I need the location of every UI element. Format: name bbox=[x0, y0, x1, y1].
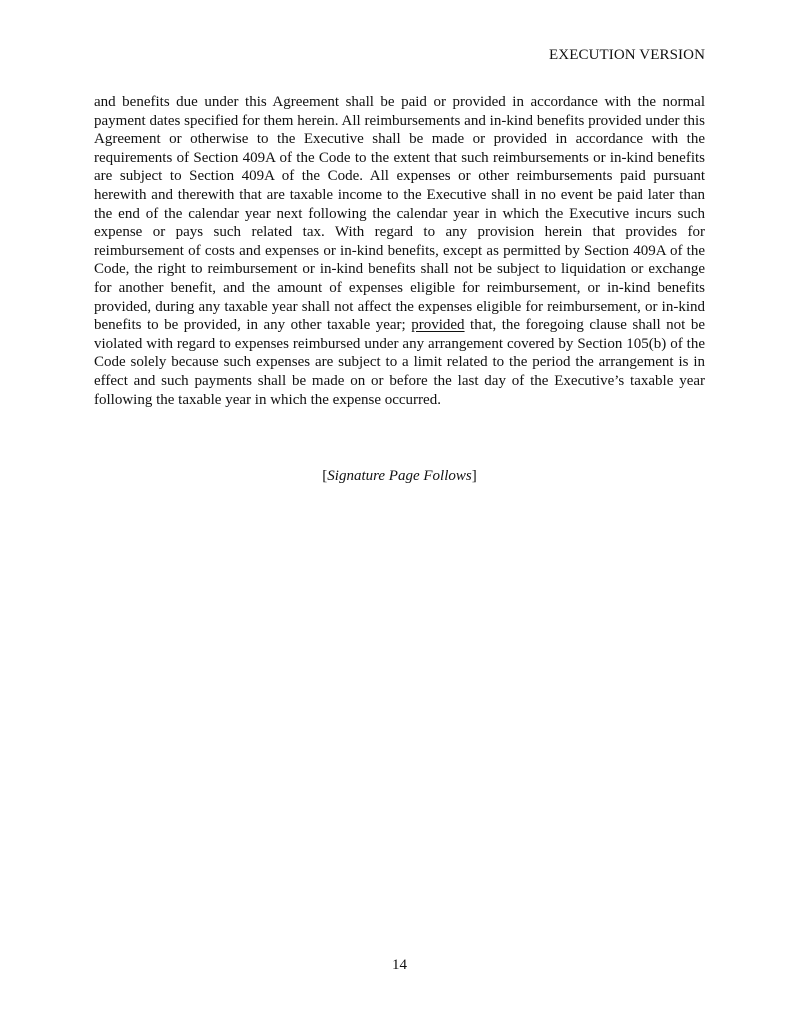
signature-page-follows-text: Signature Page Follows bbox=[327, 468, 472, 484]
body-paragraph bbox=[94, 93, 705, 409]
paragraph-text-part-1: and benefits due under this Agreement shall be paid or provided in accordance with the normal payment dates specified for them herein. All reimbursements and in-kind benefits provided under this Agreement or otherwise to the Executive shall be made or provided in accordance with the requirements of Section 409A of the Code to the extent that such reimbursements or in-kind benefits are subject to Section 409A of the Code. All expenses or other reimbursements paid pursuant herewith and therewith that are taxable income to the Executive shall in no event be paid later than the end of the calendar year next following the calendar year in which the Executive incurs such expense or pays such related tax. With regard to any provision herein that provides for reimbursement of costs and expenses or in-kind benefits, except as permitted by Section 409A of the Code, the right to reimbursement or in-kind benefits shall not be subject to liquidation or exchange for another benefit, and the amount of expenses eligible for reimbursement, or in-kind benefits provided, during any taxable year shall not affect the expenses eligible for reimbursement, or in-kind benefits to be provided, in any other taxable year; bbox=[94, 94, 705, 334]
page-number: 14 bbox=[392, 957, 407, 973]
close-bracket: ] bbox=[471, 468, 477, 484]
execution-version-header: EXECUTION VERSION bbox=[549, 47, 705, 63]
open-bracket: [ bbox=[322, 468, 328, 484]
paragraph-text-part-2: that, the foregoing clause shall not be violated with regard to expenses reimbursed under any arrangement covered by Section 105(b) of the Code solely because such expenses are subject to a limit related to the period the arrangement is in effect and such payments shall be made on or before the last day of the Executive’s taxable year following the taxable year in which the expense occurred. bbox=[94, 317, 705, 408]
underlined-term-provided: provided bbox=[411, 317, 465, 334]
signature-page-follows-note bbox=[0, 468, 799, 485]
